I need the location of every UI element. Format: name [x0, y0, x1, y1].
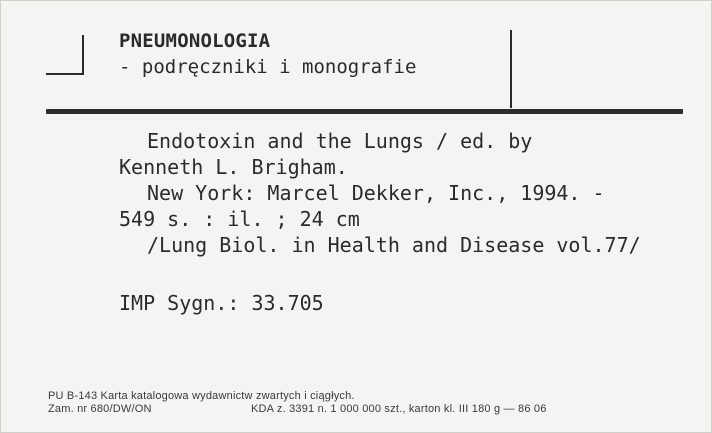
- footer-form-line: PU B-143 Karta katalogowa wydawnictw zwartych i ciągłych.: [48, 390, 355, 402]
- subject-subheading: - podręczniki i monografie: [119, 56, 417, 78]
- corner-bracket-horizontal: [46, 73, 84, 75]
- editor-line: Kenneth L. Brigham.: [119, 155, 348, 179]
- header-divider: [46, 109, 683, 114]
- call-number-line: IMP Sygn.: 33.705: [119, 291, 324, 315]
- physical-description-line: 549 s. : il. ; 24 cm: [119, 207, 360, 231]
- corner-bracket-vertical: [82, 35, 84, 75]
- footer-order-number: Zam. nr 680/DW/ON: [48, 403, 152, 415]
- series-line: /Lung Biol. in Health and Disease vol.77/: [147, 233, 641, 257]
- publication-line: New York: Marcel Dekker, Inc., 1994. -: [147, 181, 605, 205]
- title-line: Endotoxin and the Lungs / ed. by: [147, 129, 533, 153]
- header-vertical-rule: [510, 30, 512, 108]
- subject-heading: PNEUMONOLOGIA: [119, 30, 271, 52]
- footer-print-details: KDA z. 3391 n. 1 000 000 szt., karton kl. III 180 g — 86 06: [251, 403, 547, 415]
